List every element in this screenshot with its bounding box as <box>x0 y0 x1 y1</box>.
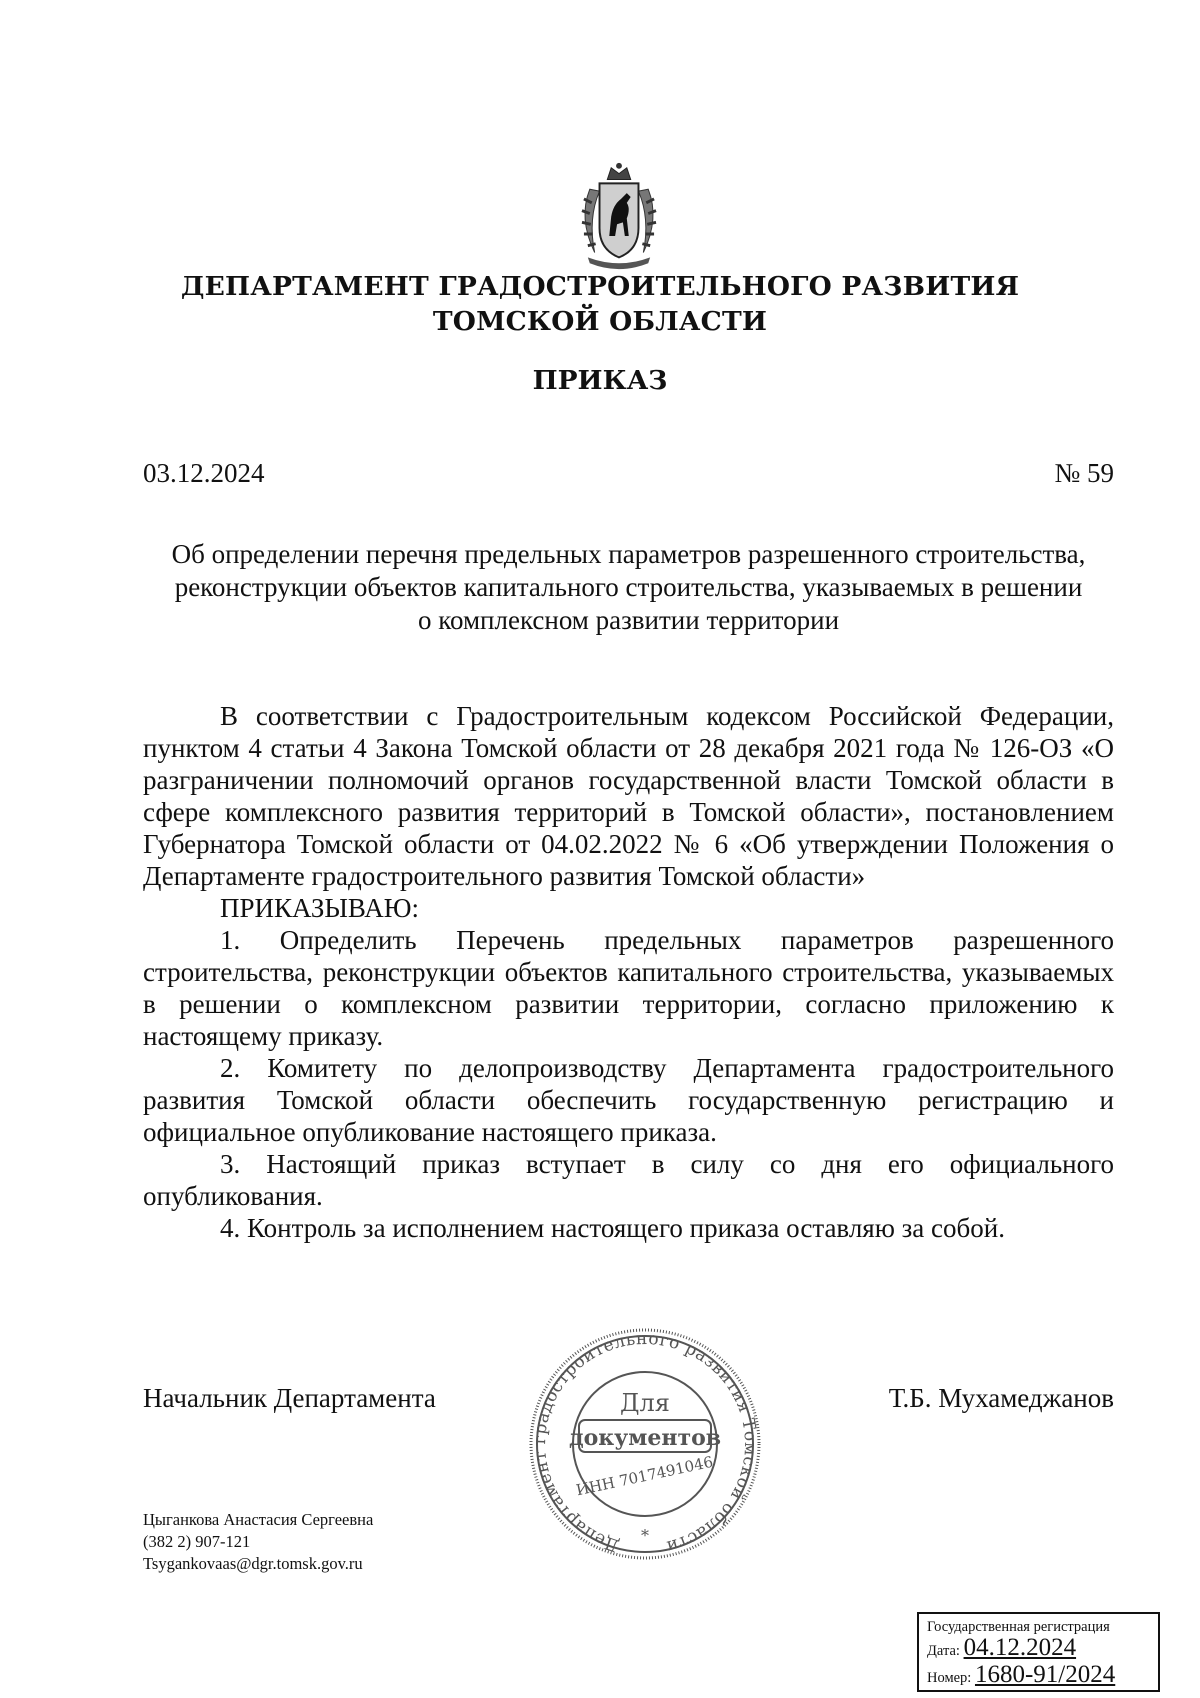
document-date: 03.12.2024 <box>143 458 265 488</box>
order-item: 1. Определить Перечень предельных параметров разрешенного строительства, реконструкции объектов капитального строительства, указываемых в решении о комплексном развитии территории, согласно приложению к настоящему приказу. <box>143 925 1114 1051</box>
order-word: ПРИКАЗЫВАЮ: <box>220 893 419 923</box>
registration-box <box>917 1612 1160 1692</box>
subject-line: Об определении перечня предельных параметров разрешенного строительства, <box>171 539 1086 569</box>
executor-phone: (382 2) 907-121 <box>143 1532 251 1551</box>
seal-center-line1: Для <box>620 1389 670 1417</box>
registration-number-value: 1680-91/2024 <box>974 1661 1116 1688</box>
signatory-name: Т.Б. Мухамеджанов <box>888 1383 1114 1413</box>
document-type: ПРИКАЗ <box>532 365 668 396</box>
document-subject <box>143 538 1114 637</box>
document-number: № 59 <box>1054 458 1114 488</box>
organization-name-line1: ДЕПАРТАМЕНТ ГРАДОСТРОИТЕЛЬНОГО РАЗВИТИЯ <box>180 271 1020 302</box>
registration-number-row <box>927 1663 1150 1690</box>
seal-inn: ИНН 7017491046 <box>574 1452 715 1500</box>
order-item: 2. Комитету по делопроизводству Департамента градостроительного развития Томской области обеспечить государственную регистрацию и официальное опубликование настоящего приказа. <box>143 1053 1114 1147</box>
executor-name: Цыганкова Анастасия Сергеевна <box>143 1510 374 1529</box>
executor-email: Tsygankovaas@dgr.tomsk.gov.ru <box>143 1554 363 1573</box>
registration-date-value: 04.12.2024 <box>963 1634 1077 1661</box>
subject-line: реконструкции объектов капитального строительства, указываемых в решении <box>174 572 1083 602</box>
order-item: 3. Настоящий приказ вступает в силу со дня его официального опубликования. <box>143 1149 1114 1211</box>
subject-line: о комплексном развитии территории <box>417 605 840 635</box>
order-item: 4. Контроль за исполнением настоящего приказа оставляю за собой. <box>220 1213 1005 1243</box>
document-body <box>143 700 1114 1244</box>
signatory-title: Начальник Департамента <box>143 1383 436 1413</box>
organization-name-line2: ТОМСКОЙ ОБЛАСТИ <box>432 306 768 337</box>
seal-star: * <box>641 1526 649 1545</box>
seal-center-line2: документов <box>568 1425 722 1451</box>
seal-ring-text: Департамент градостроительного развития Томской области <box>529 1328 761 1557</box>
registration-number-label: Номер: <box>927 1670 972 1686</box>
executor-contacts <box>143 1509 373 1575</box>
preamble-paragraph: В соответствии с Градостроительным кодексом Российской Федерации, пунктом 4 статьи 4 Закона Томской области от 28 декабря 2021 года № 126-ОЗ «О разграничении полномочий органов государственной власти Томской области в сфере комплексного развития территорий в Томской области», постановлением Губернатора Томской области от 04.02.2022 № 6 «Об утверждении Положения о Департаменте градостроительного развития Томской области» <box>143 701 1114 891</box>
registration-date-row <box>927 1636 1150 1663</box>
registration-title: Государственная регистрация <box>927 1619 1110 1635</box>
registration-date-label: Дата: <box>927 1643 960 1659</box>
coat-of-arms-icon <box>570 160 668 272</box>
round-seal-icon <box>529 1313 761 1575</box>
